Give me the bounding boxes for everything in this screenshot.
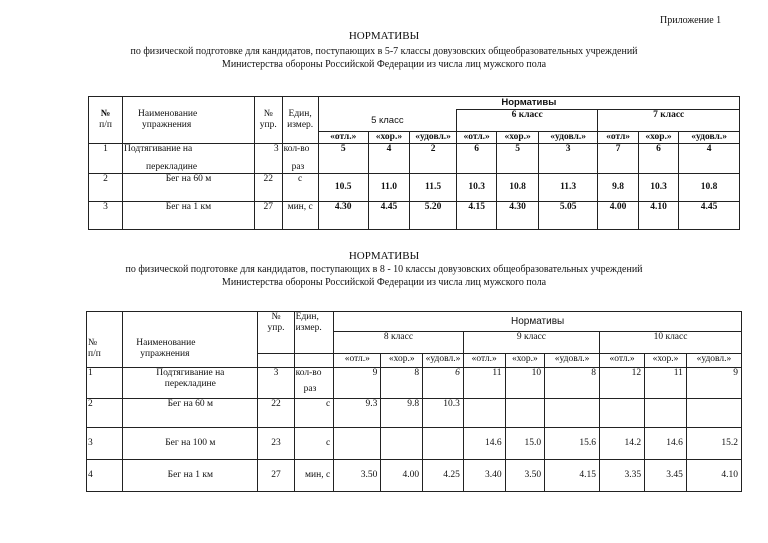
t2-row-name [123, 368, 258, 399]
t1-value: 7 [598, 144, 638, 174]
t2-value: 3.45 [645, 460, 687, 492]
t2-row-num: 3 [87, 428, 123, 460]
t2-value: 15.6 [545, 428, 600, 460]
t1-grade: «хор.» [368, 132, 409, 144]
t1-value: 6 [456, 144, 496, 174]
t2-header-name-cell [123, 332, 258, 368]
t2-value [600, 399, 645, 428]
table1-title: НОРМАТИВЫ [348, 30, 420, 42]
t2-value: 14.2 [600, 428, 645, 460]
t2-row-name-line2: перекладине [164, 379, 216, 389]
t2-grade: «отл.» [600, 354, 645, 368]
t2-grade: «отл.» [334, 354, 381, 368]
t2-value [505, 399, 545, 428]
t2-grade: «удовл.» [686, 354, 741, 368]
t2-header-pp: п/п [88, 349, 101, 360]
t2-value: 10 [505, 368, 545, 399]
t1-value: 4.45 [368, 202, 409, 230]
t2-value: 9.8 [381, 399, 423, 428]
t2-header-num: № [88, 338, 98, 349]
t1-row-upr: 22 [254, 174, 282, 202]
t2-row-upr: 27 [258, 460, 294, 492]
t1-row-name [123, 144, 255, 174]
t1-value: 10.8 [497, 174, 538, 202]
t2-header-upr-cell [258, 312, 294, 354]
t1-value: 4.30 [497, 202, 538, 230]
t2-class-10: 10 класс [600, 332, 742, 354]
t2-grade: «хор.» [381, 354, 423, 368]
t1-row-unit-line2: раз [291, 162, 305, 172]
t2-row-unit: с [294, 399, 334, 428]
t1-row-unit: мин, с [282, 202, 318, 230]
t2-value: 3.35 [600, 460, 645, 492]
t2-row-name: Бег на 1 км [123, 460, 258, 492]
t2-value: 15.0 [505, 428, 545, 460]
t1-value: 11.5 [410, 174, 457, 202]
t1-value: 3 [538, 144, 598, 174]
t2-value [686, 399, 741, 428]
t2-value: 9 [686, 368, 741, 399]
t2-value: 4.25 [423, 460, 464, 492]
t2-header-num-cell [87, 332, 123, 368]
t1-class-6: 6 класс [456, 110, 597, 132]
table-row [89, 174, 740, 202]
t1-header-upr2: упр. [259, 120, 277, 130]
t2-value: 4.00 [381, 460, 423, 492]
t1-header-name-cell [123, 97, 255, 144]
t1-row-upr: 27 [254, 202, 282, 230]
t2-header-upr2: упр. [267, 323, 285, 333]
t2-header-unit-cell [294, 312, 334, 354]
t2-value: 6 [423, 368, 464, 399]
table-row [89, 144, 740, 174]
table-row [87, 460, 742, 492]
t1-value: 10.5 [318, 174, 368, 202]
t2-value: 4.10 [686, 460, 741, 492]
t1-value: 4 [679, 144, 740, 174]
t1-grade: «удовл.» [538, 132, 598, 144]
t1-value: 10.3 [638, 174, 678, 202]
t1-value: 4.45 [679, 202, 740, 230]
t2-header-upr1: № [271, 312, 281, 322]
t1-grade: «удовл.» [679, 132, 740, 144]
t2-value: 8 [545, 368, 600, 399]
t2-value: 4.15 [545, 460, 600, 492]
t2-value [423, 428, 464, 460]
t1-row-unit-line1: кол-во [283, 144, 310, 154]
t2-row-num: 2 [87, 399, 123, 428]
t1-row-num: 1 [89, 144, 123, 174]
t1-grade: «удовл.» [410, 132, 457, 144]
t2-header-unit2: измер. [295, 323, 322, 333]
t1-value: 4.15 [456, 202, 496, 230]
t2-grade: «хор.» [505, 354, 545, 368]
table2 [86, 311, 742, 492]
t2-header-blank [294, 354, 334, 368]
t2-value: 3.50 [334, 460, 381, 492]
t1-value: 11.0 [368, 174, 409, 202]
t2-header-name1: Наименование [136, 338, 196, 349]
t1-header-upr1: № [263, 109, 273, 119]
t2-value: 9.3 [334, 399, 381, 428]
t1-header-unit1: Един, [288, 109, 312, 119]
t1-row-name: Бег на 60 м [123, 174, 255, 202]
t2-value: 10.3 [423, 399, 464, 428]
t1-value: 5 [318, 144, 368, 174]
t2-row-name: Бег на 100 м [123, 428, 258, 460]
t2-value: 14.6 [463, 428, 505, 460]
t2-row-name: Бег на 60 м [123, 399, 258, 428]
table2-subtitle-line2: Министерства обороны Российской Федерации из числа лиц мужского пола [221, 277, 547, 288]
t2-row-upr: 3 [258, 368, 294, 399]
t1-class-5: 5 класс [318, 110, 456, 132]
t2-row-upr: 22 [258, 399, 294, 428]
t1-grade: «хор.» [638, 132, 678, 144]
t1-value: 5.05 [538, 202, 598, 230]
t2-row-unit-line1: кол-во [295, 368, 322, 378]
t2-row-unit: мин, с [294, 460, 334, 492]
t1-grade: «отл.» [456, 132, 496, 144]
t2-row-name-line1: Подтягивание на [156, 368, 225, 378]
t2-row-upr: 23 [258, 428, 294, 460]
t1-value: 6 [638, 144, 678, 174]
t2-value: 3.40 [463, 460, 505, 492]
t2-value: 14.6 [645, 428, 687, 460]
table-row [87, 428, 742, 460]
t1-header-unit-cell [282, 97, 318, 144]
t1-value: 4 [368, 144, 409, 174]
t2-header-blank [87, 312, 123, 332]
t2-value: 11 [463, 368, 505, 399]
table-row [87, 368, 742, 399]
t1-value: 10.3 [456, 174, 496, 202]
t2-header-unit1: Един, [295, 312, 319, 322]
t2-row-num: 4 [87, 460, 123, 492]
t1-grade: «хор.» [497, 132, 538, 144]
t1-row-unit [282, 144, 318, 174]
t2-value [381, 428, 423, 460]
t2-header-blank [123, 312, 258, 332]
t2-value: 11 [645, 368, 687, 399]
t1-row-name-line1: Подтягивание на [124, 144, 193, 154]
t2-value [334, 428, 381, 460]
t2-value: 12 [600, 368, 645, 399]
t1-header-name1: Наименование [138, 109, 198, 119]
t1-row-unit: с [282, 174, 318, 202]
t2-grade: «удовл.» [423, 354, 464, 368]
t1-row-num: 3 [89, 202, 123, 230]
t1-row-name: Бег на 1 км [123, 202, 255, 230]
t2-value [645, 399, 687, 428]
t1-header-num: № [100, 109, 111, 119]
t1-row-upr: 3 [254, 144, 282, 174]
t2-grade: «отл.» [463, 354, 505, 368]
table2-title: НОРМАТИВЫ [348, 250, 420, 262]
t1-header-name2: упражнения [142, 120, 192, 130]
t2-grade: «хор.» [645, 354, 687, 368]
t2-header-blank [258, 354, 294, 368]
t1-header-norms: Нормативы [318, 97, 739, 110]
t2-value: 15.2 [686, 428, 741, 460]
t1-row-name-line2: перекладине [146, 162, 198, 172]
t2-value: 9 [334, 368, 381, 399]
t2-grade: «удовл.» [545, 354, 600, 368]
t1-value: 4.00 [598, 202, 638, 230]
t2-header-name2: упражнения [140, 349, 190, 360]
t2-class-9: 9 класс [463, 332, 599, 354]
t1-header-pp: п/п [99, 120, 112, 130]
t2-value [463, 399, 505, 428]
t2-value: 8 [381, 368, 423, 399]
t2-row-unit: с [294, 428, 334, 460]
t1-value: 5.20 [410, 202, 457, 230]
t2-row-unit [294, 368, 334, 399]
t1-value: 11.3 [538, 174, 598, 202]
t1-header-unit2: измер. [287, 120, 314, 130]
t1-row-num: 2 [89, 174, 123, 202]
t1-value: 10.8 [679, 174, 740, 202]
t2-row-num: 1 [87, 368, 123, 399]
t1-header-num-cell [89, 97, 123, 144]
t1-value: 5 [497, 144, 538, 174]
t1-value: 9.8 [598, 174, 638, 202]
t2-value: 3.50 [505, 460, 545, 492]
t1-value: 2 [410, 144, 457, 174]
t1-value: 4.10 [638, 202, 678, 230]
t2-class-8: 8 класс [334, 332, 464, 354]
t2-row-unit-line2: раз [303, 384, 317, 394]
appendix-label: Приложение 1 [660, 15, 722, 26]
table1-subtitle-line2: Министерства обороны Российской Федерации из числа лиц мужского пола [221, 59, 547, 70]
t2-value [545, 399, 600, 428]
t2-header-norms: Нормативы [334, 312, 742, 332]
table1-subtitle-line1: по физической подготовке для кандидатов, поступающих в 5-7 классы довузовских общеобразовательных учреждений [130, 46, 638, 57]
table2-subtitle-line1: по физической подготовке для кандидатов, поступающих в 8 - 10 классы довузовских общеобразовательных учреждений [125, 264, 643, 275]
t1-class-7: 7 класс [598, 110, 740, 132]
t1-grade: «отл» [598, 132, 638, 144]
table1 [88, 96, 740, 230]
t1-grade: «отл.» [318, 132, 368, 144]
t1-value: 4.30 [318, 202, 368, 230]
table-row [89, 202, 740, 230]
table-row [87, 399, 742, 428]
t1-header-upr-cell [254, 97, 282, 144]
